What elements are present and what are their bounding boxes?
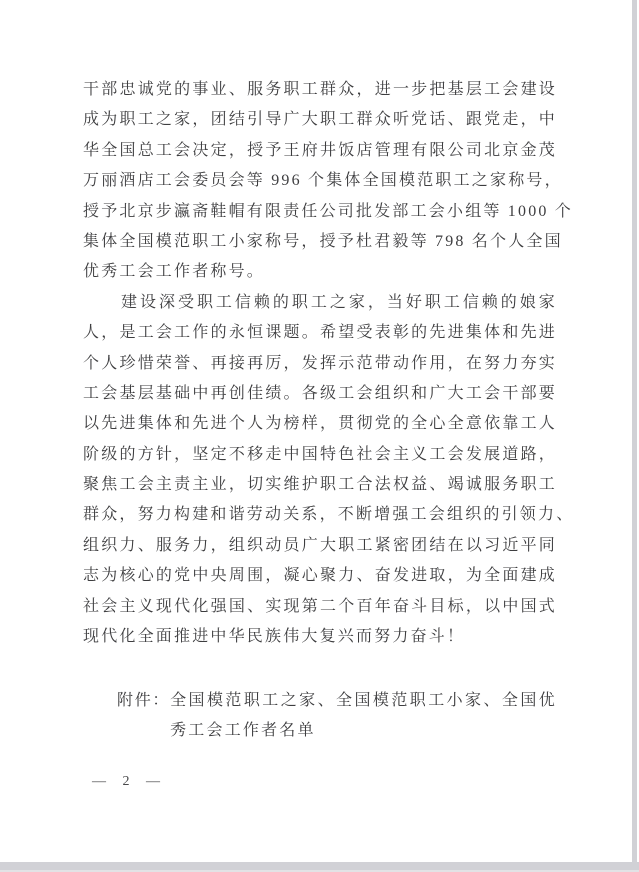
body-line: 人，是工会工作的永恒课题。希望受表彰的先进集体和先进 xyxy=(83,324,557,342)
body-line: 以先进集体和先进个人为榜样，贯彻党的全心全意依靠工人 xyxy=(83,415,557,433)
body-line: 万丽酒店工会委员会等 996 个集体全国模范职工之家称号， xyxy=(83,172,563,190)
page-number: — 2 — xyxy=(92,774,163,789)
attachment-label: 附件： xyxy=(117,692,171,709)
body-line: 优秀工会工作者称号。 xyxy=(83,263,266,281)
scan-edge-bottom xyxy=(0,862,639,870)
body-line: 阶级的方针，坚定不移走中国特色社会主义工会发展道路， xyxy=(83,445,557,463)
attachment-content xyxy=(170,686,557,747)
body-line: 干部忠诚党的事业、服务职工群众，进一步把基层工会建设 xyxy=(83,81,557,98)
body-line: 成为职工之家，团结引导广大职工群众听党话、跟党走，中 xyxy=(83,111,557,129)
body-line: 现代化全面推进中华民族伟大复兴而努力奋斗！ xyxy=(83,628,466,646)
body-line: 社会主义现代化强国、实现第二个百年奋斗目标，以中国式 xyxy=(83,597,557,615)
attachment-line-2: 秀工会工作者名单 xyxy=(170,722,316,740)
body-line: 工会基层基础中再创佳绩。各级工会组织和广大工会干部要 xyxy=(83,384,557,402)
body-line: 聚焦工会主责主业，切实维护职工合法权益、竭诚服务职工 xyxy=(83,476,557,494)
body-line: 志为核心的党中央周围，凝心聚力、奋发进取，为全面建成 xyxy=(83,567,557,585)
body-line: 个人珍惜荣誉、再接再厉，发挥示范带动作用，在努力夯实 xyxy=(83,354,557,372)
body-paragraphs xyxy=(83,75,575,652)
body-line: 建设深受职工信赖的职工之家，当好职工信赖的娘家 xyxy=(83,293,557,311)
scan-edge-right xyxy=(632,0,637,872)
attachment-line-1: 全国模范职工之家、全国模范职工小家、全国优 xyxy=(170,692,557,709)
body-line: 集体全国模范职工小家称号，授予杜君毅等 798 名个人全国 xyxy=(83,232,563,250)
body-line: 华全国总工会决定，授予王府井饭店管理有限公司北京金茂 xyxy=(83,141,557,159)
body-line: 群众，努力构建和谐劳动关系，不断增强工会组织的引领力、 xyxy=(83,506,575,524)
body-line: 组织力、服务力，组织动员广大职工紧密团结在以习近平同 xyxy=(83,536,557,554)
attachment-block xyxy=(117,686,557,747)
body-line: 授予北京步瀛斋鞋帽有限责任公司批发部工会小组等 1000 个 xyxy=(83,202,574,220)
